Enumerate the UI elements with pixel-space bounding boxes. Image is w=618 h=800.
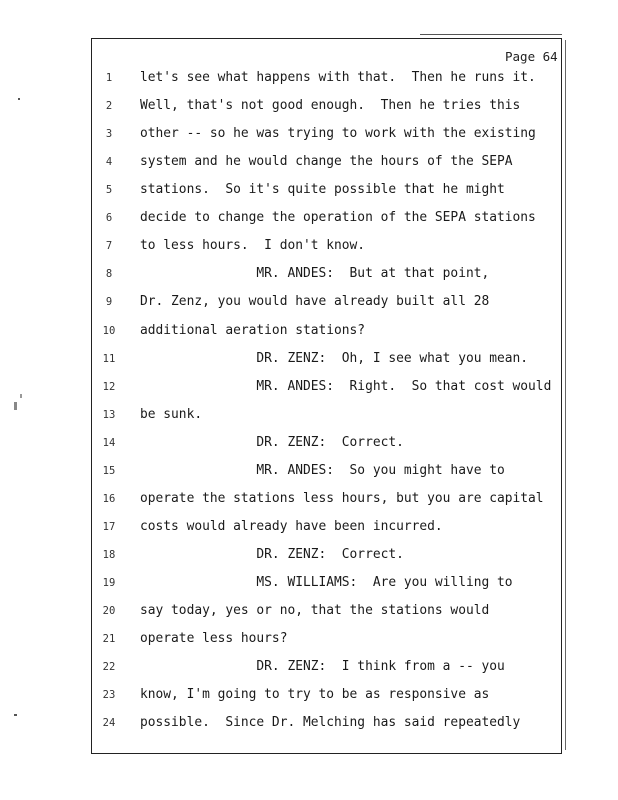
transcript-line: DR. ZENZ: Correct. [140, 547, 404, 563]
line-number: 13 [102, 408, 116, 421]
line-number: 4 [105, 156, 113, 169]
frame-top-rule [420, 34, 562, 35]
transcript-line: additional aeration stations? [140, 322, 366, 338]
page-number: Page 64 [505, 49, 558, 64]
transcript-line: Dr. Zenz, you would have already built all 28 [140, 294, 490, 310]
line-number: 14 [102, 436, 116, 449]
transcript-line: know, I'm going to try to be as responsive as [140, 687, 490, 703]
line-number: 2 [105, 100, 113, 113]
transcript-line: operate less hours? [140, 631, 288, 647]
line-number: 5 [105, 184, 113, 197]
transcript-line: DR. ZENZ: Oh, I see what you mean. [140, 350, 529, 366]
scan-speck [14, 714, 17, 716]
transcript-line: to less hours. I don't know. [140, 238, 366, 254]
line-number: 8 [105, 268, 113, 281]
transcript-line: let's see what happens with that. Then he runs it. [140, 70, 536, 85]
line-number: 20 [102, 605, 116, 618]
line-number: 9 [105, 296, 113, 309]
scan-speck [18, 98, 20, 100]
line-number: 10 [102, 324, 116, 337]
line-number: 23 [102, 689, 116, 702]
scan-speck [14, 402, 17, 410]
line-number: 3 [105, 128, 113, 141]
line-number: 18 [102, 549, 116, 562]
transcript-line: possible. Since Dr. Melching has said repeatedly [140, 715, 521, 731]
line-number: 11 [102, 352, 116, 365]
transcript-line: decide to change the operation of the SEPA stations [140, 210, 536, 226]
transcript-line: stations. So it's quite possible that he might [140, 182, 505, 198]
line-number: 15 [102, 464, 116, 477]
scan-speck [20, 394, 22, 398]
transcript-line: costs would already have been incurred. [140, 518, 443, 534]
transcript-line: system and he would change the hours of the SEPA [140, 154, 513, 170]
line-number: 17 [102, 520, 116, 533]
transcript-line: DR. ZENZ: I think from a -- you [140, 659, 505, 675]
transcript-line: DR. ZENZ: Correct. [140, 434, 404, 450]
transcript-line: Well, that's not good enough. Then he tries this [140, 98, 521, 114]
frame-right-rule [565, 40, 566, 750]
transcript-line: MR. ANDES: Right. So that cost would [140, 378, 552, 394]
transcript-line: MR. ANDES: But at that point, [140, 266, 490, 282]
line-number: 12 [102, 380, 116, 393]
line-number: 16 [102, 492, 116, 505]
transcript-line: operate the stations less hours, but you are capital [140, 490, 544, 506]
transcript-line: say today, yes or no, that the stations would [140, 603, 490, 619]
transcript-line: other -- so he was trying to work with the existing [140, 126, 536, 142]
line-number: 19 [102, 577, 116, 590]
transcript-line: MS. WILLIAMS: Are you willing to [140, 575, 513, 591]
line-number: 24 [102, 717, 116, 730]
line-number: 1 [105, 72, 113, 84]
transcript-line: MR. ANDES: So you might have to [140, 462, 505, 478]
line-number: 21 [102, 633, 116, 646]
transcript-line: be sunk. [140, 406, 203, 422]
page-frame [91, 38, 562, 754]
line-number: 22 [102, 661, 116, 674]
line-number: 6 [105, 212, 113, 225]
line-number: 7 [105, 240, 113, 253]
